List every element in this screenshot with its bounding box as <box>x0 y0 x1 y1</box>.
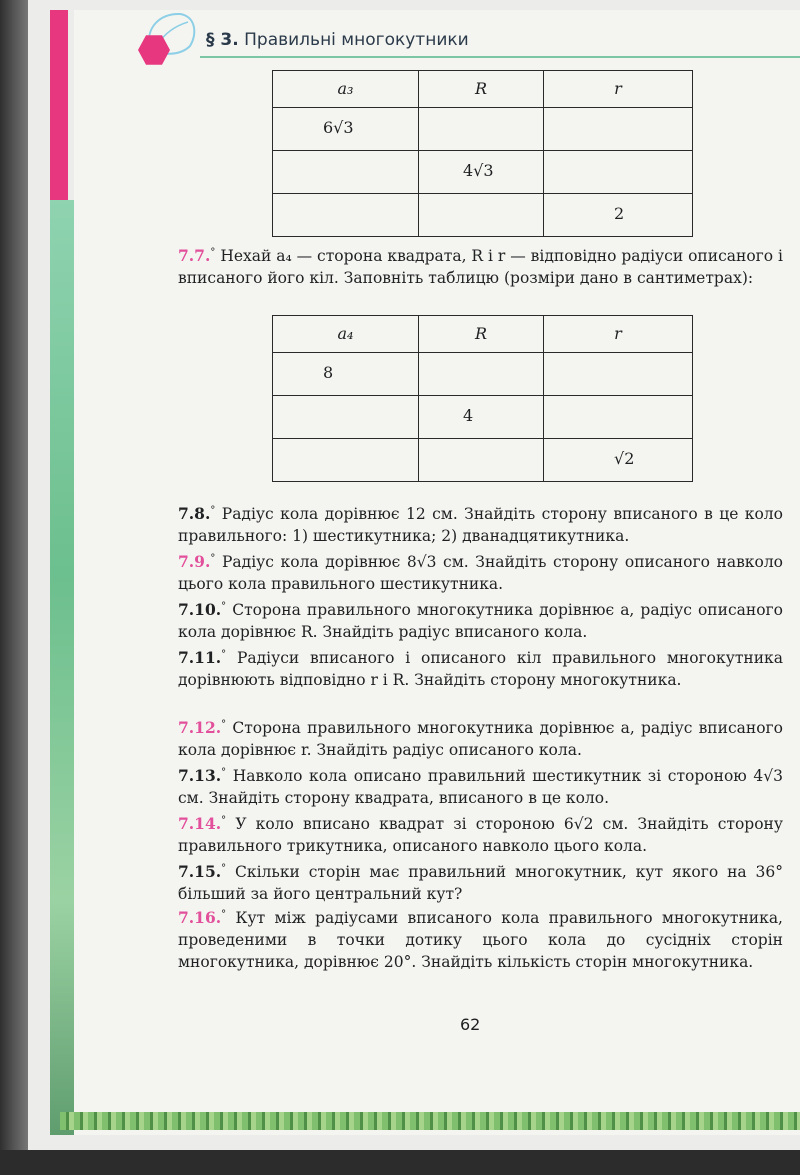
problem-7-15 <box>178 858 783 905</box>
header-divider <box>200 56 800 58</box>
section-title: Правильні многокутники <box>244 30 469 50</box>
degree-mark: ° <box>221 601 227 612</box>
problem-number: 7.13. <box>178 766 222 786</box>
problem-7-11 <box>178 644 783 691</box>
table-cell <box>419 194 543 204</box>
problem-7-16 <box>178 904 783 973</box>
spine-accent-green <box>50 200 74 1135</box>
problem-number: 7.7. <box>178 246 211 266</box>
table-square <box>272 315 693 482</box>
table-header-cell: R <box>419 316 544 353</box>
problem-number: 7.12. <box>178 718 222 738</box>
table-cell: 4 <box>463 406 474 425</box>
degree-mark: ° <box>221 649 227 660</box>
problem-text: Кут між радіусами вписаного кола правильного многокутника, проведеними в точки дотику цього кола до сусідніх сторін многокутника, дорівнює 20°. Знайдіть кількість сторін многокутника. <box>178 909 783 972</box>
table-cell <box>273 194 418 204</box>
problem-number: 7.11. <box>178 648 222 668</box>
table-cell <box>419 108 543 118</box>
problem-number: 7.15. <box>178 862 222 882</box>
table-cell <box>273 151 418 161</box>
spine-accent-pink <box>50 10 68 200</box>
table-cell <box>273 396 418 406</box>
table-header-cell: a₃ <box>273 71 419 108</box>
page-bottom-ornament <box>60 1112 800 1130</box>
degree-mark: ° <box>221 767 227 778</box>
problem-text: Сторона правильного многокутника дорівнює a, радіус описаного кола дорівнює R. Знайдіть радіус вписаного кола. <box>178 601 783 642</box>
section-header <box>206 30 469 50</box>
degree-mark: ° <box>210 247 216 258</box>
degree-mark: ° <box>221 863 227 874</box>
problem-7-13 <box>178 762 783 809</box>
table-row <box>273 396 693 439</box>
problem-7-8 <box>178 500 783 547</box>
problem-text: Радіус кола дорівнює 12 см. Знайдіть сторону вписаного в це коло правильного: 1) шестикутника; 2) дванадцятикутника. <box>178 505 783 546</box>
degree-mark: ° <box>221 909 227 920</box>
table-cell: 6√3 <box>323 118 354 137</box>
table-triangle <box>272 70 693 237</box>
problem-number: 7.8. <box>178 504 211 524</box>
problem-text: Скільки сторін має правильний многокутник, кут якого на 36° більший за його центральний кут? <box>178 863 783 904</box>
table-cell <box>419 353 543 363</box>
table-row <box>273 439 693 482</box>
page-number: 62 <box>460 1015 481 1034</box>
problem-7-9 <box>178 548 783 595</box>
table-cell <box>544 151 692 161</box>
degree-mark: ° <box>210 553 216 564</box>
problem-text: Навколо кола описано правильний шестикутник зі стороною 4√3 см. Знайдіть сторону квадрата, вписаного в це коло. <box>178 767 783 808</box>
table-header-cell: R <box>419 71 544 108</box>
degree-mark: ° <box>221 719 227 730</box>
table-header-cell: r <box>544 71 693 108</box>
problem-7-7 <box>178 242 783 289</box>
section-label: § 3. <box>206 30 239 50</box>
problem-7-10 <box>178 596 783 643</box>
table-cell: √2 <box>614 449 635 468</box>
table-cell <box>544 396 692 406</box>
problem-number: 7.14. <box>178 814 222 834</box>
problem-7-14 <box>178 810 783 857</box>
table-cell: 8 <box>323 363 334 382</box>
problem-number: 7.9. <box>178 552 211 572</box>
table-header-cell: a₄ <box>273 316 419 353</box>
problem-text: У коло вписано квадрат зі стороною 6√2 см. Знайдіть сторону правильного трикутника, описаного навколо цього кола. <box>178 815 783 856</box>
table-cell: 4√3 <box>463 161 494 180</box>
table-header-cell: r <box>544 316 693 353</box>
table-cell <box>544 353 692 363</box>
problem-number: 7.10. <box>178 600 222 620</box>
table-row <box>273 194 693 237</box>
table-cell <box>419 439 543 449</box>
problem-text: Нехай a₄ — сторона квадрата, R і r — відповідно радіуси описаного і вписаного його кіл. Заповніть таблицю (розміри дано в сантиметрах): <box>178 247 784 288</box>
problem-text: Радіус кола дорівнює 8√3 см. Знайдіть сторону описаного навколо цього кола правильного шестикутника. <box>178 553 783 594</box>
table-row <box>273 353 693 396</box>
book-binding <box>0 0 28 1175</box>
table-cell: 2 <box>614 204 625 223</box>
table-cell <box>544 108 692 118</box>
table-row <box>273 108 693 151</box>
problem-number: 7.16. <box>178 908 222 928</box>
scanner-edge <box>0 1150 800 1175</box>
table-row <box>273 151 693 194</box>
problem-7-12 <box>178 714 783 761</box>
problem-text: Сторона правильного многокутника дорівнює a, радіус вписаного кола дорівнює r. Знайдіть радіус описаного кола. <box>178 719 784 760</box>
degree-mark: ° <box>221 815 227 826</box>
problem-text: Радіуси вписаного і описаного кіл правильного многокутника дорівнюють відповідно r і R. Знайдіть сторону многокутника. <box>178 649 783 690</box>
table-cell <box>273 439 418 449</box>
degree-mark: ° <box>210 505 216 516</box>
